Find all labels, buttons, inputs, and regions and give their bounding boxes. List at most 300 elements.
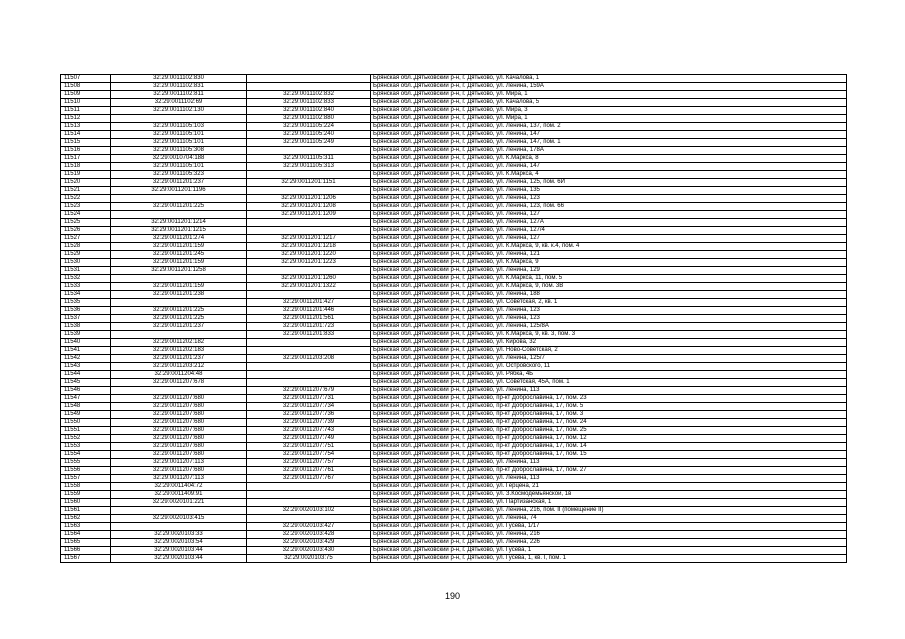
object-cadastral-number: 32:29:0011207:739: [247, 419, 371, 427]
address: Брянская обл.,Дятьковский р-н, г. Дятьково, ул. Ленина, 127: [371, 235, 847, 243]
row-number: 11552: [61, 435, 111, 443]
address: Брянская обл.,Дятьковский р-н, г. Дятьково, ул. Ленина, 123: [371, 315, 847, 323]
object-cadastral-number: [247, 483, 371, 491]
row-number: 11550: [61, 419, 111, 427]
object-cadastral-number: 32:29:0011201:1223: [247, 259, 371, 267]
row-number: 11528: [61, 243, 111, 251]
row-number: 11526: [61, 227, 111, 235]
row-number: 11524: [61, 211, 111, 219]
table-row: [61, 203, 847, 211]
object-cadastral-number: 32:29:0011102:832: [247, 91, 371, 99]
row-number: 11512: [61, 115, 111, 123]
table-row: [61, 387, 847, 395]
row-number: 11566: [61, 547, 111, 555]
address: Брянская обл.,Дятьковский р-н, г. Дятьково, ул. Ново-Советская, 2: [371, 347, 847, 355]
parcel-cadastral-number: 32:29:0011404:72: [111, 483, 247, 491]
page-number: 190: [444, 591, 461, 601]
row-number: 11511: [61, 107, 111, 115]
parcel-cadastral-number: 32:29:0011207:680: [111, 419, 247, 427]
object-cadastral-number: 32:29:0011201:833: [247, 331, 371, 339]
parcel-cadastral-number: 32:29:0011102:130: [111, 107, 247, 115]
row-number: 11541: [61, 347, 111, 355]
object-cadastral-number: 32:29:0011105:240: [247, 131, 371, 139]
table-row: [61, 395, 847, 403]
address: Брянская обл.,Дятьковский р-н, г. Дятьково, пр-кт Доброславина, 17, пом. 24: [371, 419, 847, 427]
object-cadastral-number: 32:29:0011207:751: [247, 443, 371, 451]
object-cadastral-number: 32:29:0011207:736: [247, 411, 371, 419]
row-number: 11525: [61, 219, 111, 227]
object-cadastral-number: 32:29:0020103:102: [247, 507, 371, 515]
object-cadastral-number: 32:29:0011203:208: [247, 355, 371, 363]
parcel-cadastral-number: 32:29:0011207:680: [111, 395, 247, 403]
parcel-cadastral-number: 32:29:0011207:680: [111, 467, 247, 475]
row-number: 11510: [61, 99, 111, 107]
table-row: [61, 491, 847, 499]
object-cadastral-number: 32:29:0011201:1217: [247, 235, 371, 243]
address: Брянская обл.,Дятьковский р-н, г. Дятьково, ул. Советская, 45А, пом. 1: [371, 379, 847, 387]
parcel-cadastral-number: 32:29:0011102:830: [111, 75, 247, 83]
object-cadastral-number: [247, 347, 371, 355]
table-row: [61, 307, 847, 315]
parcel-cadastral-number: 32:29:0011201:237: [111, 323, 247, 331]
address: Брянская обл.,Дятьковский р-н, г. Дятьково, ул. Ленина, 113: [371, 475, 847, 483]
parcel-cadastral-number: 32:29:0010704:188: [111, 155, 247, 163]
table-row: [61, 283, 847, 291]
registry-table: [60, 74, 847, 563]
table-row: [61, 451, 847, 459]
parcel-cadastral-number: 32:29:0011201:159: [111, 259, 247, 267]
address: Брянская обл.,Дятьковский р-н, г. Дятьково, ул. Качалова, 1: [371, 75, 847, 83]
table-row: [61, 163, 847, 171]
table-row: [61, 507, 847, 515]
table-row: [61, 251, 847, 259]
table-row: [61, 155, 847, 163]
address: Брянская обл.,Дятьковский р-н, г. Дятьково, пр-кт Доброславина, 17, пом. 3: [371, 411, 847, 419]
document-sheet: [60, 74, 846, 563]
parcel-cadastral-number: 32:29:0011201:237: [111, 355, 247, 363]
table-row: [61, 467, 847, 475]
row-number: 11549: [61, 411, 111, 419]
address: Брянская обл.,Дятьковский р-н, г. Дятьково, ул. Ленина, 123: [371, 195, 847, 203]
address: Брянская обл.,Дятьковский р-н, г. Дятьково, ул. К.Маркса, 9, кв. к.4, пом. 4: [371, 243, 847, 251]
parcel-cadastral-number: [111, 115, 247, 123]
parcel-cadastral-number: [111, 387, 247, 395]
parcel-cadastral-number: 32:29:0011201:1214: [111, 219, 247, 227]
object-cadastral-number: [247, 187, 371, 195]
address: Брянская обл.,Дятьковский р-н, г. Дятьково, ул. Мира, 1: [371, 115, 847, 123]
address: Брянская обл.,Дятьковский р-н, г. Дятьково, ул. Ленина, 129: [371, 267, 847, 275]
table-row: [61, 227, 847, 235]
address: Брянская обл.,Дятьковский р-н, г. Дятьково, ул. Ленина, 216: [371, 531, 847, 539]
row-number: 11551: [61, 427, 111, 435]
table-row: [61, 83, 847, 91]
row-number: 11523: [61, 203, 111, 211]
object-cadastral-number: 32:29:0011201:1206: [247, 195, 371, 203]
table-row: [61, 515, 847, 523]
table-row: [61, 539, 847, 547]
table-row: [61, 187, 847, 195]
object-cadastral-number: [247, 75, 371, 83]
row-number: 11509: [61, 91, 111, 99]
table-row: [61, 523, 847, 531]
row-number: 11563: [61, 523, 111, 531]
parcel-cadastral-number: 32:29:0011201:159: [111, 243, 247, 251]
object-cadastral-number: 32:29:0011201:1260: [247, 275, 371, 283]
row-number: 11564: [61, 531, 111, 539]
row-number: 11545: [61, 379, 111, 387]
address: Брянская обл.,Дятьковский р-н, г. Дятьково, ул. К.Маркса, 8: [371, 155, 847, 163]
parcel-cadastral-number: 32:29:0011201:1215: [111, 227, 247, 235]
parcel-cadastral-number: 32:29:0011201:225: [111, 315, 247, 323]
object-cadastral-number: 32:29:0011102:840: [247, 107, 371, 115]
object-cadastral-number: [247, 291, 371, 299]
address: Брянская обл.,Дятьковский р-н, г. Дятьково, пр-кт Доброславина, 17, пом. 23: [371, 395, 847, 403]
row-number: 11548: [61, 403, 111, 411]
address: Брянская обл.,Дятьковский р-н, г. Дятьково, ул. Ленина, 127: [371, 211, 847, 219]
row-number: 11554: [61, 451, 111, 459]
address: Брянская обл.,Дятьковский р-н, г. Дятьково, ул. Гусева, 1: [371, 547, 847, 555]
table-row: [61, 379, 847, 387]
parcel-cadastral-number: 32:29:0020103:54: [111, 539, 247, 547]
table-row: [61, 123, 847, 131]
address: Брянская обл.,Дятьковский р-н, г. Дятьково, ул. Островского, 11: [371, 363, 847, 371]
row-number: 11513: [61, 123, 111, 131]
object-cadastral-number: 32:29:0011201:561: [247, 315, 371, 323]
table-row: [61, 299, 847, 307]
object-cadastral-number: [247, 171, 371, 179]
table-row: [61, 235, 847, 243]
address: Брянская обл.,Дятьковский р-н, г. Дятьково, ул. Ленина, 216, пом. II (помещение II): [371, 507, 847, 515]
object-cadastral-number: 32:29:0011102:833: [247, 99, 371, 107]
address: Брянская обл.,Дятьковский р-н, г. Дятьково, ул. Гусева, 1/17: [371, 523, 847, 531]
parcel-cadastral-number: 32:29:0011201:274: [111, 235, 247, 243]
object-cadastral-number: [247, 267, 371, 275]
object-cadastral-number: [247, 371, 371, 379]
table-row: [61, 443, 847, 451]
object-cadastral-number: 32:29:0011201:1218: [247, 243, 371, 251]
row-number: 11561: [61, 507, 111, 515]
parcel-cadastral-number: 32:29:0011102:69: [111, 99, 247, 107]
object-cadastral-number: 32:29:0020103:75: [247, 555, 371, 563]
table-row: [61, 211, 847, 219]
parcel-cadastral-number: 32:29:0011105:323: [111, 171, 247, 179]
address: Брянская обл.,Дятьковский р-н, г. Дятьково, пр-кт Доброславина, 17, пом. 25: [371, 427, 847, 435]
object-cadastral-number: 32:29:0011207:757: [247, 459, 371, 467]
object-cadastral-number: [247, 363, 371, 371]
row-number: 11565: [61, 539, 111, 547]
parcel-cadastral-number: 32:29:0011201:1258: [111, 267, 247, 275]
row-number: 11558: [61, 483, 111, 491]
object-cadastral-number: 32:29:0011102:880: [247, 115, 371, 123]
object-cadastral-number: 32:29:0011207:731: [247, 395, 371, 403]
object-cadastral-number: 32:29:0011207:767: [247, 475, 371, 483]
object-cadastral-number: 32:29:0011207:761: [247, 467, 371, 475]
table-row: [61, 411, 847, 419]
object-cadastral-number: [247, 219, 371, 227]
row-number: 11542: [61, 355, 111, 363]
table-row: [61, 291, 847, 299]
object-cadastral-number: 32:29:0011207:749: [247, 435, 371, 443]
row-number: 11530: [61, 259, 111, 267]
address: Брянская обл.,Дятьковский р-н, г. Дятьково, ул. Кирова, 32: [371, 339, 847, 347]
table-row: [61, 243, 847, 251]
address: Брянская обл.,Дятьковский р-н, г. Дятьково, ул. Ленина, 188: [371, 291, 847, 299]
parcel-cadastral-number: 32:29:0020103:415: [111, 515, 247, 523]
table-row: [61, 259, 847, 267]
row-number: 11547: [61, 395, 111, 403]
address: Брянская обл.,Дятьковский р-н, г. Дятьково, ул. Ленина, 74: [371, 515, 847, 523]
parcel-cadastral-number: 32:29:0011105:101: [111, 131, 247, 139]
parcel-cadastral-number: [111, 195, 247, 203]
object-cadastral-number: 32:29:0011201:1220: [247, 251, 371, 259]
row-number: 11546: [61, 387, 111, 395]
parcel-cadastral-number: 32:29:0011201:238: [111, 291, 247, 299]
table-row: [61, 315, 847, 323]
parcel-cadastral-number: 32:29:0011207:680: [111, 443, 247, 451]
row-number: 11508: [61, 83, 111, 91]
row-number: 11559: [61, 491, 111, 499]
address: Брянская обл.,Дятьковский р-н, г. Дятьково, ул. Ленина, 125/7: [371, 355, 847, 363]
table-row: [61, 171, 847, 179]
table-row: [61, 147, 847, 155]
parcel-cadastral-number: 32:29:0011102:831: [111, 83, 247, 91]
parcel-cadastral-number: [111, 523, 247, 531]
table-row: [61, 555, 847, 563]
table-row: [61, 427, 847, 435]
row-number: 11534: [61, 291, 111, 299]
parcel-cadastral-number: 32:29:0011207:680: [111, 427, 247, 435]
table-row: [61, 331, 847, 339]
object-cadastral-number: 32:29:0011201:446: [247, 307, 371, 315]
parcel-cadastral-number: [111, 275, 247, 283]
row-number: 11557: [61, 475, 111, 483]
object-cadastral-number: [247, 379, 371, 387]
parcel-cadastral-number: 32:29:0011201:237: [111, 179, 247, 187]
object-cadastral-number: 32:29:0011105:313: [247, 163, 371, 171]
address: Брянская обл.,Дятьковский р-н, г. Дятьково, пр-кт Доброславина, 17, пом. 27: [371, 467, 847, 475]
table-row: [61, 347, 847, 355]
address: Брянская обл.,Дятьковский р-н, г. Дятьково, ул. Ленина, 135: [371, 187, 847, 195]
parcel-cadastral-number: 32:29:0011201:225: [111, 203, 247, 211]
table-row: [61, 475, 847, 483]
object-cadastral-number: [247, 227, 371, 235]
table-row: [61, 363, 847, 371]
row-number: 11533: [61, 283, 111, 291]
object-cadastral-number: 32:29:0011207:743: [247, 427, 371, 435]
table-row: [61, 323, 847, 331]
address: Брянская обл.,Дятьковский р-н, г. Дятьково, ул. Ленина, 121: [371, 251, 847, 259]
table-row: [61, 499, 847, 507]
object-cadastral-number: 32:29:0011201:427: [247, 299, 371, 307]
parcel-cadastral-number: 32:29:0011201:159: [111, 283, 247, 291]
object-cadastral-number: 32:29:0011201:723: [247, 323, 371, 331]
parcel-cadastral-number: [111, 331, 247, 339]
address: Брянская обл.,Дятьковский р-н, г. Дятьково, ул. К.Маркса, 11, пом. 5: [371, 275, 847, 283]
address: Брянская обл.,Дятьковский р-н, г. Дятьково, ул. Ленина, 113: [371, 387, 847, 395]
object-cadastral-number: 32:29:0011201:1209: [247, 211, 371, 219]
address: Брянская обл.,Дятьковский р-н, г. Дятьково, ул. Ленина, 127/4: [371, 227, 847, 235]
table-row: [61, 91, 847, 99]
table-row: [61, 435, 847, 443]
row-number: 11540: [61, 339, 111, 347]
table-row: [61, 275, 847, 283]
parcel-cadastral-number: 32:29:0011207:680: [111, 403, 247, 411]
table-row: [61, 139, 847, 147]
address: Брянская обл.,Дятьковский р-н, г. Дятьково, ул. К.Маркса, 4: [371, 171, 847, 179]
address: Брянская обл.,Дятьковский р-н, г. Дятьково, ул. Гусева, 1, кв. I, пом. 1: [371, 555, 847, 563]
row-number: 11536: [61, 307, 111, 315]
table-row: [61, 355, 847, 363]
address: Брянская обл.,Дятьковский р-н, г. Дятьково, пр-кт Доброславина, 17, пом. 15: [371, 451, 847, 459]
address: Брянская обл.,Дятьковский р-н, г. Дятьково, ул. Ленина, 123, пом. 66: [371, 203, 847, 211]
table-row: [61, 107, 847, 115]
address: Брянская обл.,Дятьковский р-н, г. Дятьково, ул. Ленина, 147, пом. 1: [371, 139, 847, 147]
table-row: [61, 131, 847, 139]
parcel-cadastral-number: [111, 299, 247, 307]
table-row: [61, 419, 847, 427]
parcel-cadastral-number: 32:29:0011207:113: [111, 459, 247, 467]
table-row: [61, 219, 847, 227]
parcel-cadastral-number: 32:29:0011105:101: [111, 163, 247, 171]
address: Брянская обл.,Дятьковский р-н, г. Дятьково, ул. Герцена, 21: [371, 483, 847, 491]
object-cadastral-number: 32:29:0011201:1151: [247, 179, 371, 187]
address: Брянская обл.,Дятьковский р-н, г. Дятьково, пр-кт Доброславина, 17, пом. 5: [371, 403, 847, 411]
table-row: [61, 115, 847, 123]
address: Брянская обл.,Дятьковский р-н, г. Дятьково, ул. З.Космодемьянской, 1в: [371, 491, 847, 499]
parcel-cadastral-number: [111, 507, 247, 515]
row-number: 11567: [61, 555, 111, 563]
row-number: 11517: [61, 155, 111, 163]
address: Брянская обл.,Дятьковский р-н, г. Дятьково, ул. Ленина, 127А: [371, 219, 847, 227]
row-number: 11539: [61, 331, 111, 339]
object-cadastral-number: 32:29:0020103:429: [247, 539, 371, 547]
row-number: 11556: [61, 467, 111, 475]
object-cadastral-number: 32:29:0011105:224: [247, 123, 371, 131]
address: Брянская обл.,Дятьковский р-н, г. Дятьково, ул. Качалова, 5: [371, 99, 847, 107]
address: Брянская обл.,Дятьковский р-н, г. Дятьково, ул. Ленина, 137, пом. 2: [371, 123, 847, 131]
address: Брянская обл.,Дятьковский р-н, г. Дятьково, ул. Ленина, 147: [371, 131, 847, 139]
row-number: 11514: [61, 131, 111, 139]
parcel-cadastral-number: 32:29:0011207:678: [111, 379, 247, 387]
address: Брянская обл.,Дятьковский р-н, г. Дятьково, пр-кт Доброславина, 17, пом. 14: [371, 443, 847, 451]
address: Брянская обл.,Дятьковский р-н, г. Дятьково, ул. Ленина, 159А: [371, 83, 847, 91]
parcel-cadastral-number: 32:29:0011105:103: [111, 123, 247, 131]
parcel-cadastral-number: 32:29:0011207:113: [111, 475, 247, 483]
row-number: 11520: [61, 179, 111, 187]
registry-table-body: [61, 75, 847, 563]
parcel-cadastral-number: 32:29:0011201:225: [111, 307, 247, 315]
row-number: 11560: [61, 499, 111, 507]
table-row: [61, 459, 847, 467]
parcel-cadastral-number: 32:29:0011105:101: [111, 139, 247, 147]
row-number: 11555: [61, 459, 111, 467]
parcel-cadastral-number: 32:29:0011202:182: [111, 339, 247, 347]
parcel-cadastral-number: 32:29:0011207:680: [111, 435, 247, 443]
row-number: 11535: [61, 299, 111, 307]
table-row: [61, 179, 847, 187]
row-number: 11507: [61, 75, 111, 83]
parcel-cadastral-number: 32:29:0020103:44: [111, 547, 247, 555]
object-cadastral-number: [247, 499, 371, 507]
row-number: 11515: [61, 139, 111, 147]
object-cadastral-number: [247, 515, 371, 523]
address: Брянская обл.,Дятьковский р-н, г. Дятьково, ул. К.Маркса, 9, кв. 3, пом. 3: [371, 331, 847, 339]
address: Брянская обл.,Дятьковский р-н, г. Дятьково, ул. Партизанская, 1: [371, 499, 847, 507]
address: Брянская обл.,Дятьковский р-н, г. Дятьково, ул. Ленина, 123: [371, 307, 847, 315]
address: Брянская обл.,Дятьковский р-н, г. Дятьково, ул. Ленина, 147: [371, 163, 847, 171]
object-cadastral-number: 32:29:0020103:428: [247, 531, 371, 539]
object-cadastral-number: [247, 339, 371, 347]
parcel-cadastral-number: 32:29:0011105:308: [111, 147, 247, 155]
address: Брянская обл.,Дятьковский р-н, г. Дятьково, пр-кт Доброславина, 17, пом. 12: [371, 435, 847, 443]
address: Брянская обл.,Дятьковский р-н, г. Дятьково, ул. Советская, 2, кв. 1: [371, 299, 847, 307]
object-cadastral-number: 32:29:0020103:430: [247, 547, 371, 555]
row-number: 11522: [61, 195, 111, 203]
table-row: [61, 195, 847, 203]
address: Брянская обл.,Дятьковский р-н, г. Дятьково, ул. К.Маркса, 9, пом. 3В: [371, 283, 847, 291]
row-number: 11531: [61, 267, 111, 275]
row-number: 11543: [61, 363, 111, 371]
table-row: [61, 267, 847, 275]
row-number: 11562: [61, 515, 111, 523]
row-number: 11527: [61, 235, 111, 243]
address: Брянская обл.,Дятьковский р-н, г. Дятьково, ул. Ленина, 125, пом. 6И: [371, 179, 847, 187]
address: Брянская обл.,Дятьковский р-н, г. Дятьково, ул. К.Маркса, 9: [371, 259, 847, 267]
parcel-cadastral-number: 32:29:0011201:245: [111, 251, 247, 259]
object-cadastral-number: 32:29:0011105:249: [247, 139, 371, 147]
object-cadastral-number: 32:29:0011105:311: [247, 155, 371, 163]
parcel-cadastral-number: 32:29:0011207:680: [111, 411, 247, 419]
row-number: 11519: [61, 171, 111, 179]
parcel-cadastral-number: 32:29:0011207:680: [111, 451, 247, 459]
table-row: [61, 547, 847, 555]
parcel-cadastral-number: 32:29:0011201:1196: [111, 187, 247, 195]
address: Брянская обл.,Дятьковский р-н, г. Дятьково, ул. Рябка, 4Б: [371, 371, 847, 379]
object-cadastral-number: [247, 147, 371, 155]
object-cadastral-number: [247, 83, 371, 91]
address: Брянская обл.,Дятьковский р-н, г. Дятьково, ул. Ленина, 113: [371, 459, 847, 467]
table-row: [61, 371, 847, 379]
address: Брянская обл.,Дятьковский р-н, г. Дятьково, ул. Ленина, 125/8А: [371, 323, 847, 331]
table-row: [61, 339, 847, 347]
row-number: 11518: [61, 163, 111, 171]
row-number: 11537: [61, 315, 111, 323]
address: Брянская обл.,Дятьковский р-н, г. Дятьково, ул. Ленина, 226: [371, 539, 847, 547]
object-cadastral-number: [247, 491, 371, 499]
address: Брянская обл.,Дятьковский р-н, г. Дятьково, ул. Ленина, 178А: [371, 147, 847, 155]
address: Брянская обл.,Дятьковский р-н, г. Дятьково, ул. Мира, 3: [371, 107, 847, 115]
table-row: [61, 75, 847, 83]
address: Брянская обл.,Дятьковский р-н, г. Дятьково, ул. Мира, 1: [371, 91, 847, 99]
table-row: [61, 483, 847, 491]
parcel-cadastral-number: [111, 211, 247, 219]
parcel-cadastral-number: 32:29:0011204:48: [111, 371, 247, 379]
parcel-cadastral-number: 32:29:0020103:33: [111, 531, 247, 539]
object-cadastral-number: 32:29:0020103:427: [247, 523, 371, 531]
object-cadastral-number: 32:29:0011201:1208: [247, 203, 371, 211]
parcel-cadastral-number: 32:29:0011202:183: [111, 347, 247, 355]
object-cadastral-number: 32:29:0011207:679: [247, 387, 371, 395]
parcel-cadastral-number: 32:29:0020103:44: [111, 555, 247, 563]
object-cadastral-number: 32:29:0011201:1322: [247, 283, 371, 291]
table-row: [61, 403, 847, 411]
row-number: 11521: [61, 187, 111, 195]
parcel-cadastral-number: 32:29:0011102:811: [111, 91, 247, 99]
row-number: 11529: [61, 251, 111, 259]
object-cadastral-number: 32:29:0011207:734: [247, 403, 371, 411]
row-number: 11553: [61, 443, 111, 451]
table-row: [61, 531, 847, 539]
